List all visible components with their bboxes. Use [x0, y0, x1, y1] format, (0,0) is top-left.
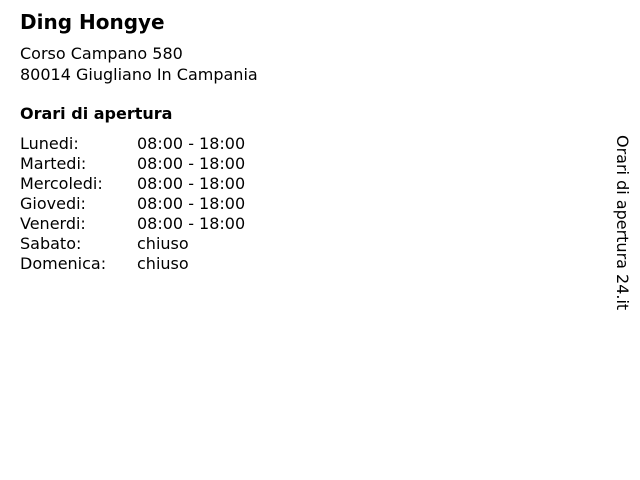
day-hours: 08:00 - 18:00 [137, 154, 246, 173]
day-label: Domenica: [20, 254, 107, 273]
day-label: Mercoledi: [20, 174, 103, 193]
hours-row-thursday [20, 194, 245, 214]
day-hours: 08:00 - 18:00 [137, 134, 246, 153]
hours-row-friday [20, 214, 245, 234]
day-label: Lunedi: [20, 134, 79, 153]
day-label: Venerdi: [20, 214, 86, 233]
day-label: Giovedi: [20, 194, 86, 213]
watermark-text: Orari di apertura 24.it [613, 135, 632, 310]
day-hours: chiuso [137, 234, 189, 253]
hours-row-monday [20, 134, 245, 154]
day-label: Sabato: [20, 234, 82, 253]
day-label: Martedi: [20, 154, 87, 173]
day-hours: 08:00 - 18:00 [137, 174, 246, 193]
address-city: 80014 Giugliano In Campania [20, 65, 258, 84]
hours-row-saturday [20, 234, 245, 254]
hours-row-sunday [20, 254, 245, 274]
address-street: Corso Campano 580 [20, 44, 183, 63]
hours-row-wednesday [20, 174, 245, 194]
business-name: Ding Hongye [20, 10, 165, 34]
day-hours: chiuso [137, 254, 189, 273]
business-address [20, 43, 258, 85]
opening-hours-heading: Orari di apertura [20, 104, 173, 123]
opening-hours-table [20, 134, 245, 274]
day-hours: 08:00 - 18:00 [137, 214, 246, 233]
site-watermark [600, 135, 640, 310]
hours-row-tuesday [20, 154, 245, 174]
day-hours: 08:00 - 18:00 [137, 194, 246, 213]
